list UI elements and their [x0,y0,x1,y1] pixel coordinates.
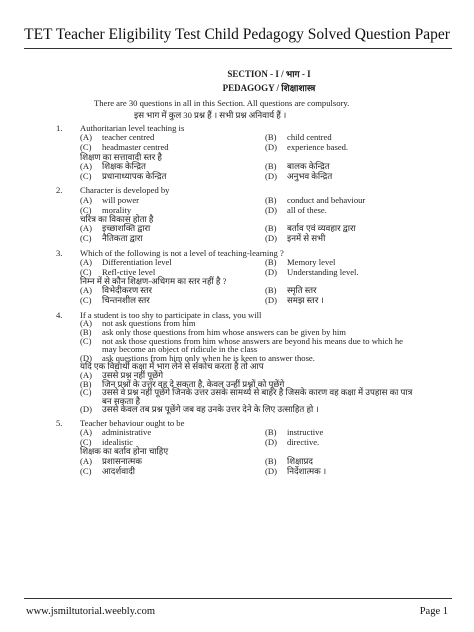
option-text: not ask those questions from him whose answers are beyond his means due to which he [102,335,403,346]
option-text: शिक्षाप्रद [287,455,313,466]
question-text-en: Character is developed by [80,185,170,196]
option [80,224,265,234]
option-label: (D) [265,171,277,182]
option-text: not ask questions from him [102,318,196,329]
option-label: (D) [265,266,277,277]
header-rule [24,48,452,49]
option [265,195,450,205]
option-label: (D) [265,437,277,448]
option [80,257,265,267]
option-text: Understanding level. [287,266,359,277]
option-label: (C) [80,266,92,277]
option [80,161,265,171]
question-text-hi: यदि एक विद्यार्थी कक्षा में भाग लेने से संकोच करता है तो आप [80,361,264,372]
option-text: निर्देशात्मक । [287,465,327,476]
question-number: 4. [56,309,63,320]
option-text: उससे केवल तब प्रश्न पूछेंगे जब वह उनके उत्तर देने के लिए उत्साहित हो । [102,404,319,415]
page-header: TET Teacher Eligibility Test Child Pedagogy Solved Question Paper [24,26,450,43]
section-subject: PEDAGOGY / शिक्षाशास्त्र [222,83,316,93]
option-label: (A) [80,132,92,143]
question-line [56,186,426,195]
question-number: 2. [56,185,63,196]
options-grid [80,286,426,306]
footer-url[interactable]: www.jsmiltutorial.weebly.com [26,606,155,617]
option [265,427,450,437]
option [265,205,450,215]
option-text: idealistic [102,437,134,448]
question-text-en: Authoritarian level teaching is [80,123,185,134]
option-text: जिन प्रश्नों के उत्तर वह दे सकता है, केवल उन्हीं प्रश्नों को पूछेंगे [102,378,285,389]
question-block [56,249,426,306]
question-line [56,419,426,428]
option [80,234,265,244]
option-label: (B) [265,161,277,172]
option-label: (A) [80,194,92,205]
option-text: स्मृति स्तर [287,285,317,296]
option-text: conduct and behaviour [287,194,366,205]
option [265,133,450,143]
option-text: अनुभव केन्द्रित [287,171,333,182]
option-text: Differentiation level [102,256,172,267]
option-label: (B) [265,223,277,234]
option-label: (D) [265,233,277,244]
option-text: will power [102,194,139,205]
options-grid [80,133,426,153]
option-label: (B) [265,285,277,296]
option-label: (A) [80,427,92,438]
option-label: (A) [80,369,92,380]
option-continuation: बन सकता है [102,395,141,406]
option-label: (A) [80,161,92,172]
option [80,456,265,466]
options-grid [80,195,426,215]
question-text-hi: निम्न में से कौन शिक्षण-अधिगम का स्तर नहीं है ? [80,276,227,287]
option [265,171,450,181]
option-text: headmaster centred [102,142,169,153]
option-label: (C) [80,142,92,153]
option-text: उससे वे प्रश्न नहीं पूछेंगे जिनके उत्तर उसके सामर्थ्य से बाहर है जिसके कारण वह कक्षा में उपहास का पात्र [102,387,413,398]
option [80,133,265,143]
option [265,143,450,153]
question-line [56,249,426,258]
option-text: child centred [287,132,332,143]
option-label: (B) [265,194,277,205]
option-label: (B) [265,455,277,466]
question-line [56,124,426,133]
option-text: विभेदीकरण स्तर [102,285,153,296]
option-label: (A) [80,455,92,466]
option-text: teacher centred [102,132,155,143]
option-text: all of these. [287,204,327,215]
option-label: (C) [80,295,92,306]
option-text: Refl-ctive level [102,266,156,277]
option-label: (B) [265,427,277,438]
scanned-question-paper [56,64,426,594]
option [265,286,450,296]
option-text: इच्छाशक्ति द्वारा [102,223,151,234]
option [80,286,265,296]
question-text-hi: चरित्र का विकास होता है [80,213,154,224]
option-label: (C) [80,204,92,215]
question-block [56,186,426,243]
footer-rule [24,598,452,599]
options-grid [80,161,426,181]
option-text: morality [102,204,132,215]
question-text-en: Teacher behaviour ought to be [80,417,185,428]
option-label: (D) [265,204,277,215]
options-grid [80,224,426,244]
option-text: उससे प्रश्न नहीं पूछेंगे [102,369,164,380]
question-block [56,124,426,181]
question-text-hi: शिक्षण का सत्तावादी स्तर है [80,151,162,162]
option [80,427,265,437]
option-text: नैतिकता द्वारा [102,233,143,244]
option-text: directive. [287,437,320,448]
option [265,437,450,447]
question-number: 3. [56,247,63,258]
option-label: (B) [265,132,277,143]
option [265,296,450,306]
option-text: ask only those questions from him whose answers can be given by him [102,326,346,337]
option-label: (A) [80,223,92,234]
option-text: चिन्तनशील स्तर [102,295,150,306]
option-continuation: may become an object of ridicule in the class [102,344,258,355]
option-label: (D) [265,295,277,306]
option-label: (B) [80,326,92,337]
option-label: (B) [80,378,92,389]
option-label: (D) [265,465,277,476]
option-text: बर्ताव एवं व्यवहार द्वारा [287,223,356,234]
option-text: administrative [102,427,152,438]
question-number: 1. [56,123,63,134]
option-text: आदर्शवादी [102,465,135,476]
option-label: (C) [80,387,92,398]
option [265,267,450,277]
question-list [56,124,426,476]
option-label: (C) [80,465,92,476]
option-label: (D) [80,404,92,415]
option-text: बालक केन्द्रित [287,161,330,172]
option-text: प्रधानाध्यापक केन्द्रित [102,171,167,182]
option [265,234,450,244]
footer-page-number: Page 1 [419,606,448,617]
option-label: (C) [80,335,92,346]
option [80,466,265,476]
option-text: Memory level [287,256,336,267]
option-text: शिक्षक केन्द्रित [102,161,146,172]
option-label: (A) [80,318,92,329]
question-text-en: If a student is too shy to participate in class, you will [80,309,262,320]
question-block [56,311,426,414]
option [265,466,450,476]
section-intro-en: There are 30 questions in all in this Section. All questions are compulsory. [94,98,350,108]
options-grid [80,427,426,447]
option [265,224,450,234]
option-label: (C) [80,233,92,244]
option-label: (B) [265,256,277,267]
question-block [56,419,426,476]
option [80,195,265,205]
option [265,456,450,466]
option-text: प्रशासनात्मक [102,455,142,466]
option-label: (C) [80,171,92,182]
options-grid [80,456,426,476]
option-label: (D) [80,352,92,363]
option-text: experience based. [287,142,349,153]
option-label: (C) [80,437,92,448]
option-text: इनमें से सभी [287,233,326,244]
option [265,161,450,171]
option [80,405,426,414]
option-label: (A) [80,285,92,296]
section-title: SECTION - I / भाग - I [227,69,311,79]
option-label: (D) [265,142,277,153]
option-text: समझ स्तर । [287,295,324,306]
option-text: ask questions from him only when he is keen to answer those. [102,352,315,363]
question-number: 5. [56,417,63,428]
question-text-hi: शिक्षक का बर्ताव होना चाहिए [80,446,169,457]
option-label: (A) [80,256,92,267]
option [80,296,265,306]
question-text-en: Which of the following is not a level of teaching-learning ? [80,247,284,258]
section-intro-hi: इस भाग में कुल 30 प्रश्न हैं । सभी प्रश्न अनिवार्य हैं । [134,109,287,120]
options-grid [80,257,426,277]
option-text: instructive [287,427,324,438]
option [265,257,450,267]
option [80,171,265,181]
